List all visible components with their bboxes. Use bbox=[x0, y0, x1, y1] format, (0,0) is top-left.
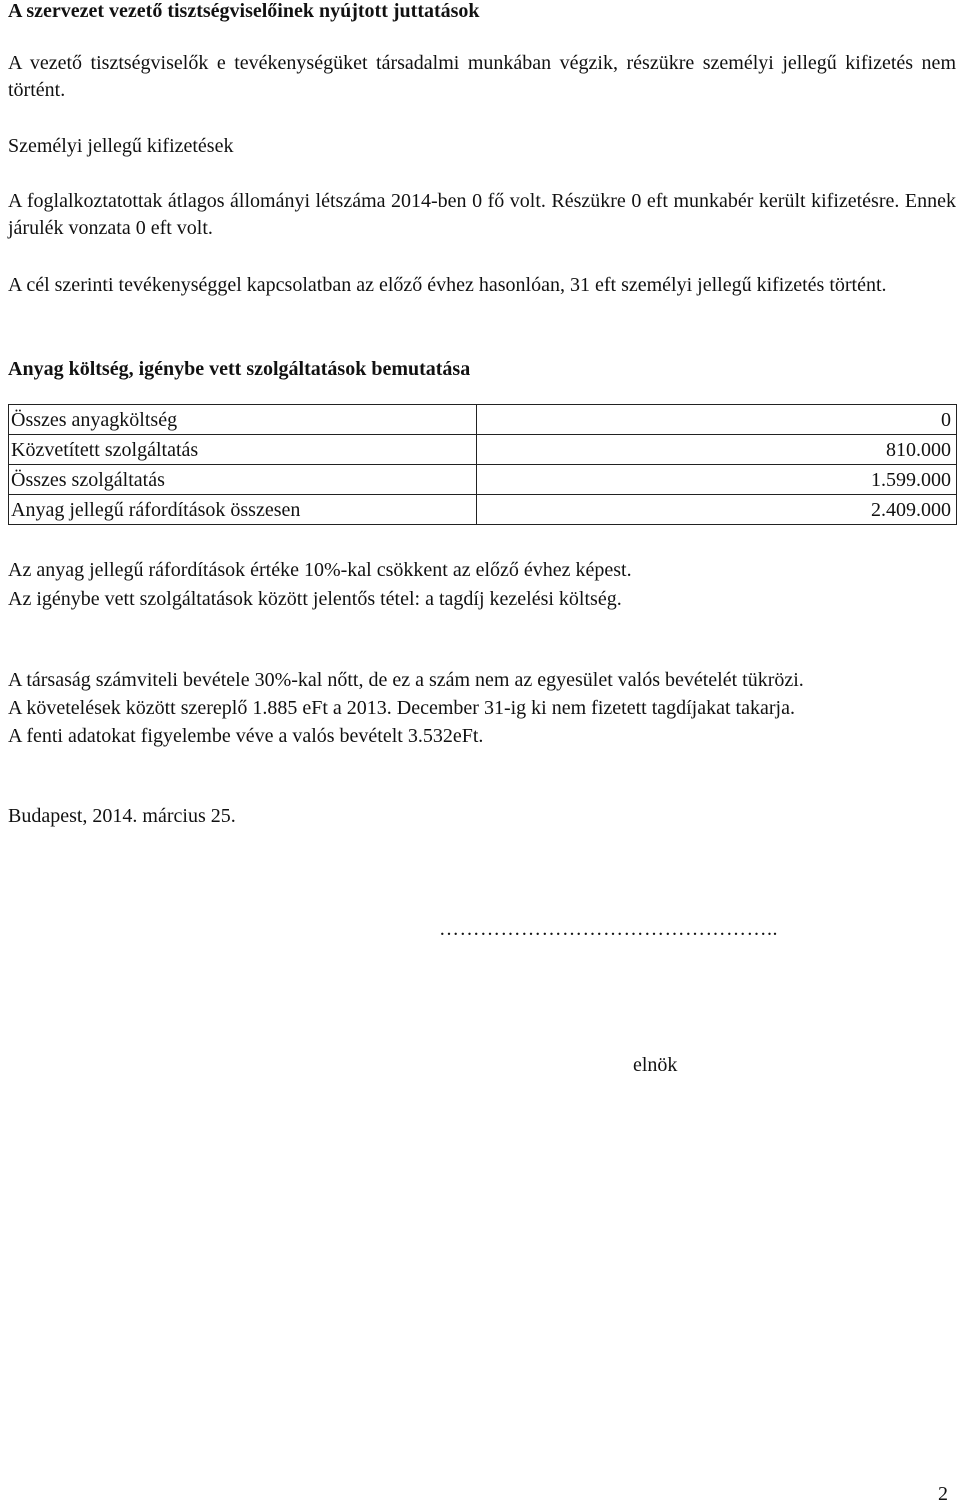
section-heading-material-costs: Anyag költség, igénybe vett szolgáltatások bemutatása bbox=[8, 358, 471, 380]
row-label: Közvetített szolgáltatás bbox=[9, 435, 477, 465]
row-value: 0 bbox=[477, 405, 957, 435]
paragraph-personnel-payments: A cél szerinti tevékenységgel kapcsolatban az előző évhez hasonlóan, 31 eft személyi jellegű kifizetés történt. bbox=[8, 274, 887, 296]
row-value: 810.000 bbox=[477, 435, 957, 465]
signature-line: ………………………………………….. bbox=[439, 918, 778, 940]
revenue-line-2: A követelések között szereplő 1.885 eFt a 2013. December 31-ig ki nem fizetett tagdíjakat takarja. bbox=[8, 697, 795, 719]
table-row bbox=[9, 435, 957, 465]
row-label: Összes anyagköltség bbox=[9, 405, 477, 435]
section-heading-benefits: A szervezet vezető tisztségviselőinek nyújtott juttatások bbox=[8, 0, 480, 22]
note-membership-fee: Az igénybe vett szolgáltatások között jelentős tétel: a tagdíj kezelési költség. bbox=[8, 588, 622, 610]
table-row bbox=[9, 465, 957, 495]
revenue-line-3: A fenti adatokat figyelembe véve a valós bevételt 3.532eFt. bbox=[8, 725, 484, 747]
row-value: 1.599.000 bbox=[477, 465, 957, 495]
signature-title: elnök bbox=[633, 1054, 678, 1076]
paragraph-benefits: A vezető tisztségviselők e tevékenységüket társadalmi munkában végzik, részükre személyi jellegű kifizetés nem történt. bbox=[8, 52, 956, 101]
table-row bbox=[9, 495, 957, 525]
page-number: 2 bbox=[938, 1483, 948, 1505]
row-label: Összes szolgáltatás bbox=[9, 465, 477, 495]
place-and-date: Budapest, 2014. március 25. bbox=[8, 805, 236, 827]
paragraph-staff: A foglalkoztatottak átlagos állományi létszáma 2014-ben 0 fő volt. Részükre 0 eft munkabér került kifizetésre. Ennek járulék vonzata 0 eft volt. bbox=[8, 190, 956, 239]
note-decrease: Az anyag jellegű ráfordítások értéke 10%-kal csökkent az előző évhez képest. bbox=[8, 559, 632, 581]
section-heading-personnel: Személyi jellegű kifizetések bbox=[8, 135, 234, 157]
row-value: 2.409.000 bbox=[477, 495, 957, 525]
table-row bbox=[9, 405, 957, 435]
row-label: Anyag jellegű ráfordítások összesen bbox=[9, 495, 477, 525]
cost-table bbox=[8, 404, 957, 525]
revenue-line-1: A társaság számviteli bevétele 30%-kal nőtt, de ez a szám nem az egyesület valós bevételét tükrözi. bbox=[8, 669, 804, 691]
